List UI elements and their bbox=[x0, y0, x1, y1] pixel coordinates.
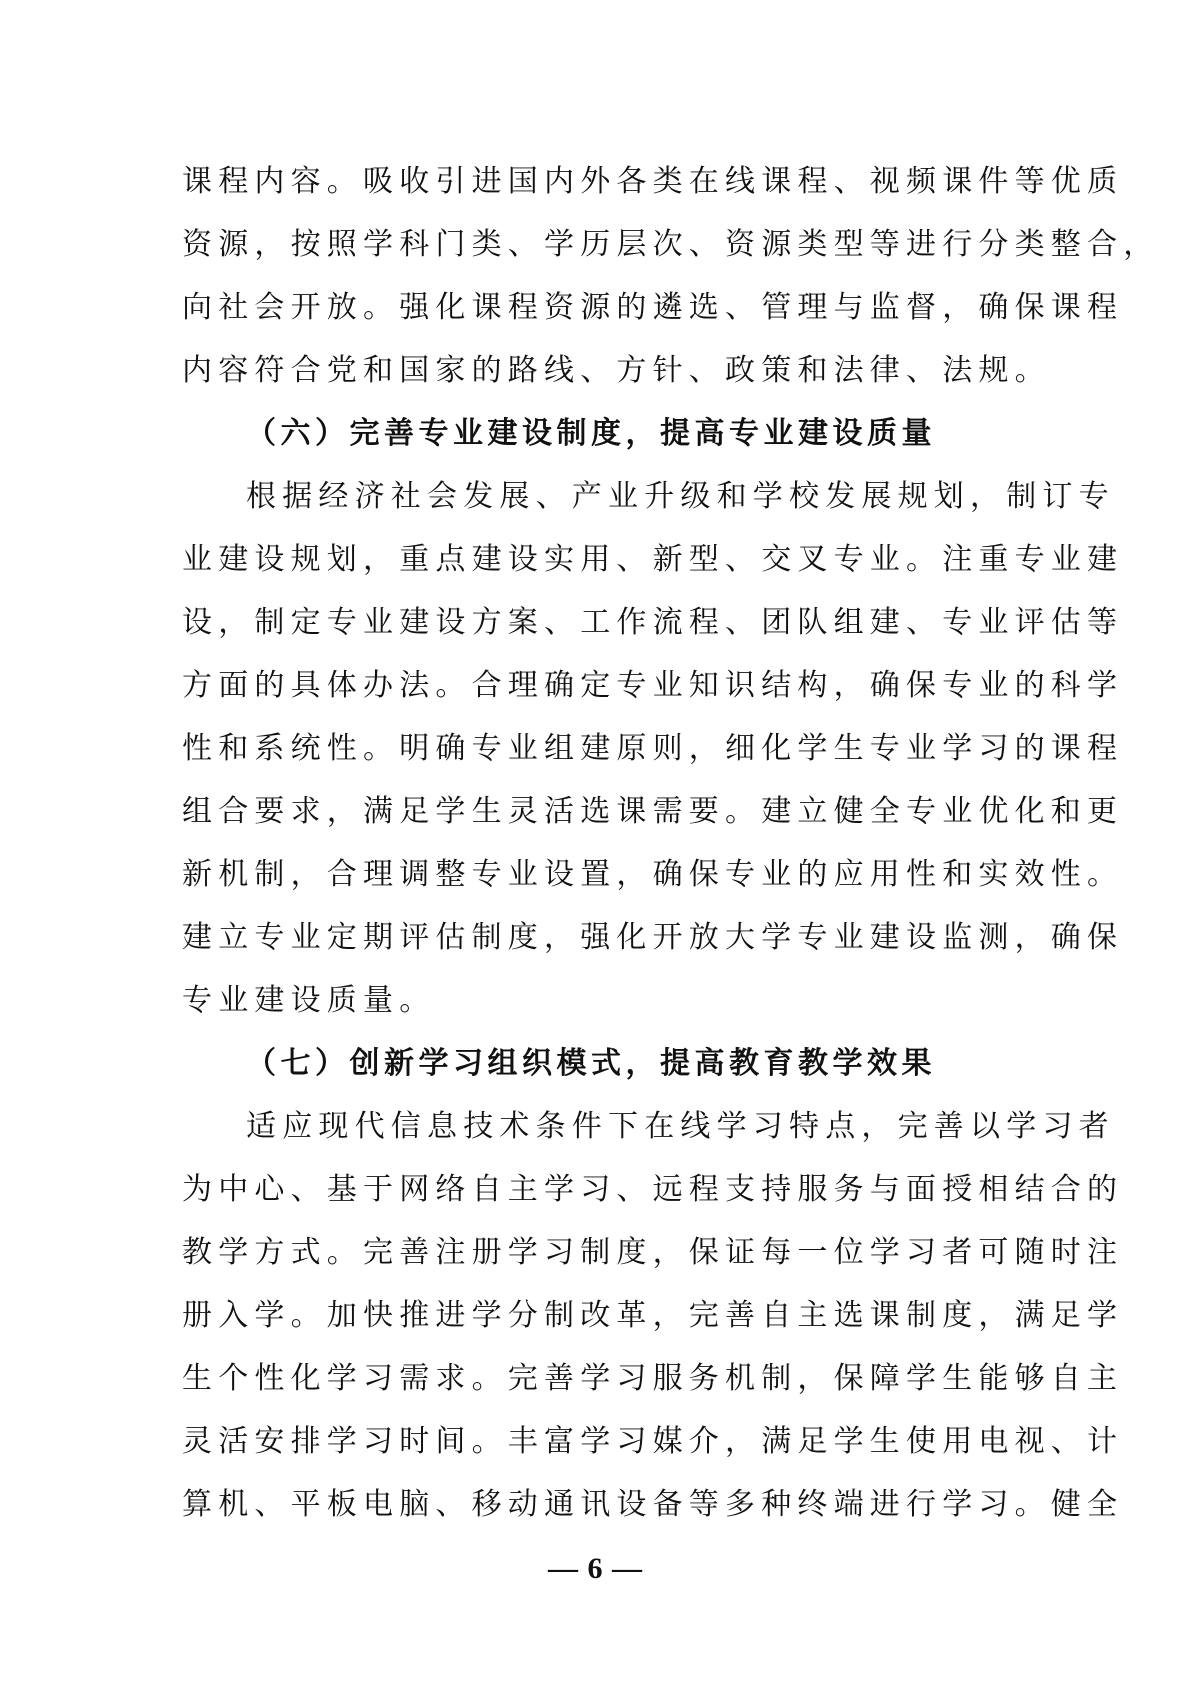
section-heading-6: （六）完善专业建设制度，提高专业建设质量 bbox=[246, 416, 936, 451]
body-line-16: 适应现代信息技术条件下在线学习特点，完善以学习者 bbox=[246, 1109, 1115, 1144]
body-line-7: 业建设规划，重点建设实用、新型、交叉专业。注重专业建 bbox=[182, 542, 1124, 577]
body-line-13: 建立专业定期评估制度，强化开放大学专业建设监测，确保 bbox=[182, 920, 1124, 955]
body-line-17: 为中心、基于网络自主学习、远程支持服务与面授相结合的 bbox=[182, 1172, 1124, 1207]
body-line-14: 专业建设质量。 bbox=[182, 983, 436, 1018]
body-line-21: 灵活安排学习时间。丰富学习媒介，满足学生使用电视、计 bbox=[182, 1424, 1124, 1459]
body-line-11: 组合要求，满足学生灵活选课需要。建立健全专业优化和更 bbox=[182, 794, 1124, 829]
body-text bbox=[182, 150, 1160, 1536]
body-line-6: 根据经济社会发展、产业升级和学校发展规划，制订专 bbox=[246, 479, 1115, 514]
body-line-1: 课程内容。吸收引进国内外各类在线课程、视频课件等优质 bbox=[182, 164, 1124, 199]
body-line-3: 向社会开放。强化课程资源的遴选、管理与监督，确保课程 bbox=[182, 290, 1124, 325]
body-line-22: 算机、平板电脑、移动通讯设备等多种终端进行学习。健全 bbox=[182, 1487, 1124, 1522]
page-number: — 6 — bbox=[548, 1552, 643, 1585]
body-line-2: 资源，按照学科门类、学历层次、资源类型等进行分类整合， bbox=[182, 227, 1160, 262]
body-line-9: 方面的具体办法。合理确定专业知识结构，确保专业的科学 bbox=[182, 668, 1124, 703]
body-line-20: 生个性化学习需求。完善学习服务机制，保障学生能够自主 bbox=[182, 1361, 1124, 1396]
section-heading-7: （七）创新学习组织模式，提高教育教学效果 bbox=[246, 1046, 936, 1081]
body-line-8: 设，制定专业建设方案、工作流程、团队组建、专业评估等 bbox=[182, 605, 1124, 640]
body-line-10: 性和系统性。明确专业组建原则，细化学生专业学习的课程 bbox=[182, 731, 1124, 766]
body-line-12: 新机制，合理调整专业设置，确保专业的应用性和实效性。 bbox=[182, 857, 1124, 892]
body-line-4: 内容符合党和国家的路线、方针、政策和法律、法规。 bbox=[182, 353, 1051, 388]
body-line-19: 册入学。加快推进学分制改革，完善自主选课制度，满足学 bbox=[182, 1298, 1124, 1333]
body-line-18: 教学方式。完善注册学习制度，保证每一位学习者可随时注 bbox=[182, 1235, 1124, 1270]
